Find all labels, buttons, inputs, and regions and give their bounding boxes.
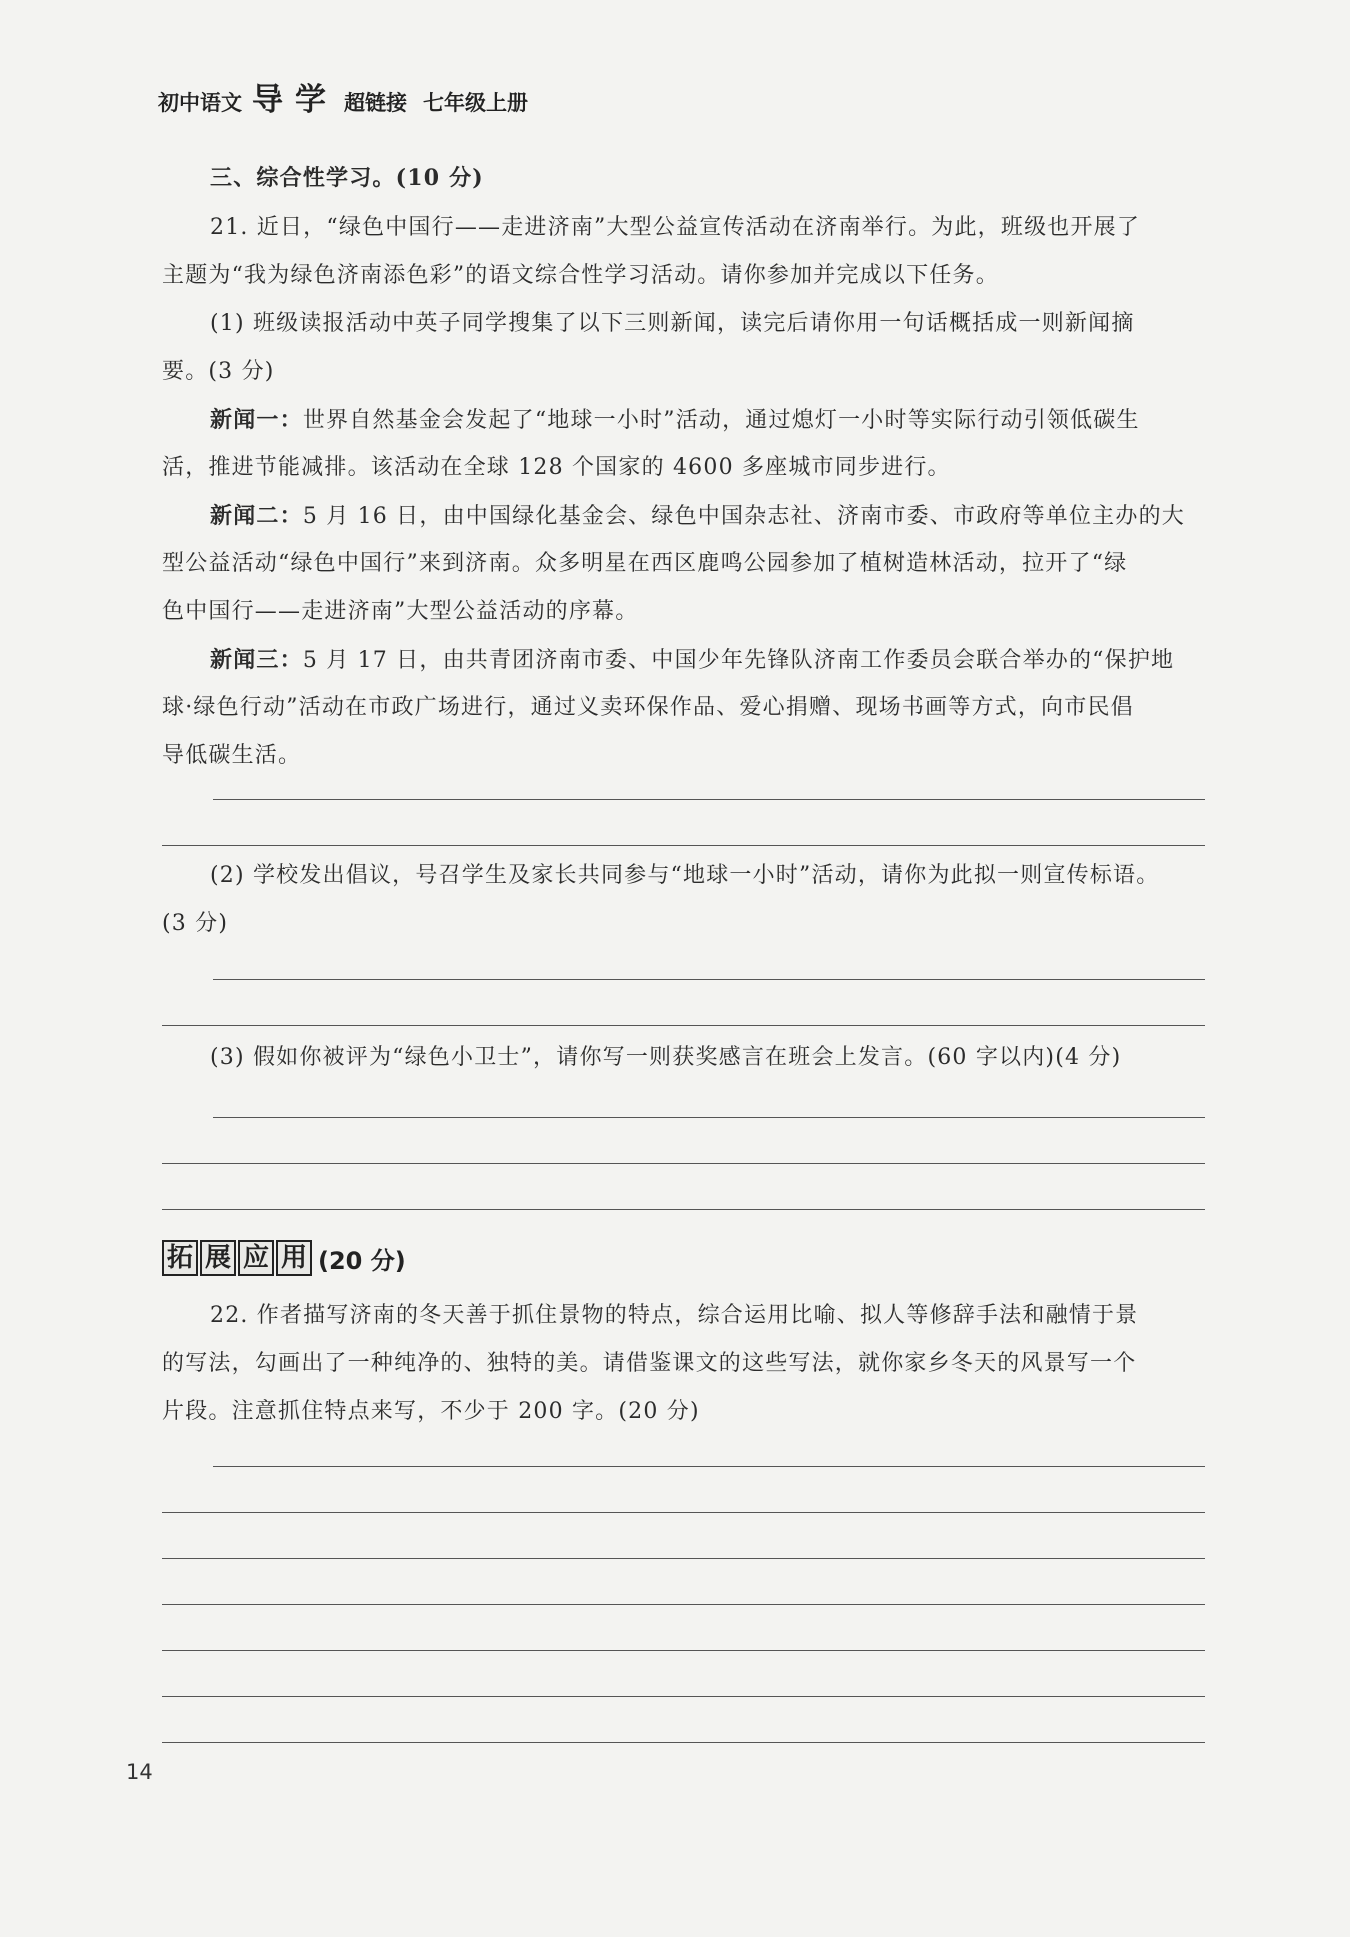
header-subtitle: 超链接 [344, 91, 407, 115]
news-3-text: 5 月 17 日，由共青团济南市委、中国少年先锋队济南工作委员会联合举办的“保护地 [302, 648, 1175, 673]
writing-line[interactable] [213, 1466, 1205, 1467]
writing-line[interactable] [162, 1558, 1205, 1559]
answer-line[interactable] [162, 1163, 1205, 1164]
writing-line[interactable] [162, 1512, 1205, 1513]
header-title: 初中语文 [158, 91, 242, 115]
news-3-line [210, 636, 1260, 685]
extension-tag [162, 1240, 312, 1276]
writing-line[interactable] [162, 1604, 1205, 1605]
news-1-line: 活，推进节能减排。该活动在全球 128 个国家的 4600 多座城市同步进行。 [162, 455, 951, 480]
news-2-line: 型公益活动“绿色中国行”来到济南。众多明星在西区鹿鸣公园参加了植树造林活动，拉开了“绿 [162, 551, 1128, 576]
question-22-line: 片段。注意抓住特点来写，不少于 200 字。(20 分) [162, 1399, 700, 1424]
news-2-line: 色中国行——走进济南”大型公益活动的序幕。 [162, 599, 639, 624]
subquestion-3-line: (3) 假如你被评为“绿色小卫士”，请你写一则获奖感言在班会上发言。(60 字以内)(4 分) [210, 1045, 1122, 1070]
extension-section-heading [162, 1240, 406, 1276]
section-title: 三、综合性学习。(10 分) [210, 165, 484, 191]
header-grade: 七年级上册 [423, 91, 528, 115]
news-2-text: 5 月 16 日，由中国绿化基金会、绿色中国杂志社、济南市委、市政府等单位主办的大 [302, 504, 1185, 529]
extension-tag-char: 拓 [162, 1240, 198, 1276]
news-2-label: 新闻二： [210, 503, 303, 529]
writing-line[interactable] [162, 1742, 1205, 1743]
header-xue: 学 [295, 82, 328, 118]
answer-line[interactable] [162, 1209, 1205, 1210]
news-3-label: 新闻三： [210, 647, 303, 673]
news-3-line: 球·绿色行动”活动在市政广场进行，通过义卖环保作品、爱心捐赠、现场书画等方式，向市民倡 [162, 695, 1134, 720]
question-22-line: 22. 作者描写济南的冬天善于抓住景物的特点，综合运用比喻、拟人等修辞手法和融情于景 [210, 1303, 1139, 1328]
news-1-line [210, 396, 1260, 445]
question-22-line: 的写法，勾画出了一种纯净的、独特的美。请借鉴课文的这些写法，就你家乡冬天的风景写一个 [162, 1351, 1137, 1376]
subquestion-2-line: (2) 学校发出倡议，号召学生及家长共同参与“地球一小时”活动，请你为此拟一则宣传标语。 [210, 863, 1160, 888]
extension-tag-char: 用 [276, 1240, 312, 1276]
question-21-line: 主题为“我为绿色济南添色彩”的语文综合性学习活动。请你参加并完成以下任务。 [162, 263, 999, 288]
subquestion-2-line: (3 分) [162, 911, 229, 936]
subquestion-1-line: (1) 班级读报活动中英子同学搜集了以下三则新闻，读完后请你用一句话概括成一则新闻摘 [210, 311, 1135, 336]
extension-tag-char: 展 [200, 1240, 236, 1276]
news-1-label: 新闻一： [210, 407, 303, 433]
extension-tag-char: 应 [238, 1240, 274, 1276]
question-21-line: 21. 近日，“绿色中国行——走进济南”大型公益宣传活动在济南举行。为此，班级也开展了 [210, 215, 1141, 240]
news-3-line: 导低碳生活。 [162, 743, 302, 768]
page-header [158, 74, 528, 119]
answer-line[interactable] [213, 799, 1205, 800]
answer-line[interactable] [162, 845, 1205, 846]
writing-line[interactable] [162, 1650, 1205, 1651]
answer-line[interactable] [213, 979, 1205, 980]
page-number: 14 [126, 1760, 153, 1784]
answer-line[interactable] [213, 1117, 1205, 1118]
writing-line[interactable] [162, 1696, 1205, 1697]
news-1-text: 世界自然基金会发起了“地球一小时”活动，通过熄灯一小时等实际行动引领低碳生 [302, 408, 1140, 433]
extension-score: (20 分) [318, 1246, 406, 1275]
news-2-line [210, 492, 1260, 541]
subquestion-1-line: 要。(3 分) [162, 359, 275, 384]
answer-line[interactable] [162, 1025, 1205, 1026]
header-dao: 导 [252, 82, 285, 118]
